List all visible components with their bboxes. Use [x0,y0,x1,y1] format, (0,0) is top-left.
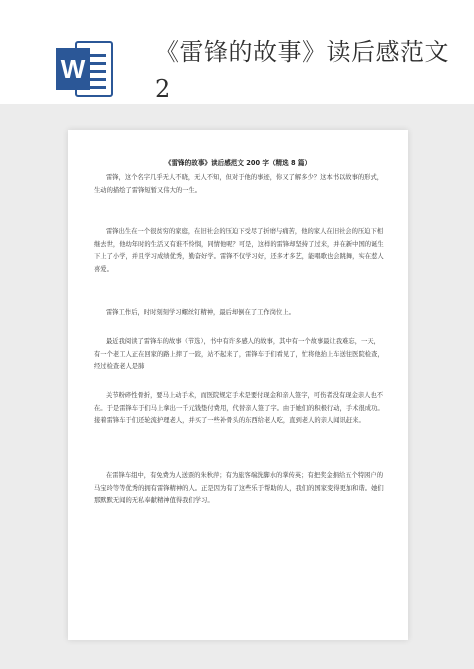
word-document-icon [56,38,114,100]
paragraph-4: 最近我阅读了雷锋车的故事（节选），书中有许多感人的故事，其中有一个故事最让我难忘，一天，有一个老工人正在回家的路上摔了一跤，站不起来了，雷锋车于们看见了，忙将他抬上车送往医院检查，经过检查老人是肺 [94,338,384,370]
paragraph-2: 雷锋出生在一个很贫穷的家庭，在旧社会的压迫下受尽了折磨与痛苦，他的家人在旧社会的压迫下相继去世，他幼年时的生活又有谁不怜悯，同情他呢？可是，这样的雷锋却坚持了过来，并在新中国的诞生下上了小学，并且学习成绩优秀，勤奋好学。雷锋不仅学习好，还多才多艺，能唱歌也会跳舞，实在惹人喜爱。 [94,228,384,273]
app-letter: W [60,54,86,84]
paragraph-5: 关节粉碎性骨折，要马上动手术，而医院规定手术是要付现金和亲人签字，可伤者没有现金亲人也不在。于是雷锋车于们马上拿出一千元钱垫付费用，代替亲人签了字。由于她们的积极行动，手术很成功。接着雷锋车于们还轮流护理老人，并买了一些补骨头的东西给老人吃，直到老人的亲人闻讯赶来。 [94,392,384,424]
page-title-line-1: 《雷锋的故事》读后感范文2 [155,38,449,103]
paragraph-1: 雷锋，这个名字几乎无人不晓，无人不知，但对于他的事迹，你又了解多少？这本书以故事的形式，生动的描绘了雷锋短暂又伟大的一生。 [94,174,384,194]
paragraph-3: 雷锋工作后，时时刻刻学习螺丝钉精神，最后却倒在了工作岗位上。 [106,309,295,316]
document-page [68,130,408,640]
document-title: 《雷锋的故事》读后感范文 200 字（精选 8 篇） [164,159,312,167]
paragraph-6: 在雷锋车组中，有免费为人送票的朱秋萍；有为旅客端洗脚水的掌传英；有把奖金捐给五个特困户的马宝玲等等优秀的拥有雷锋精神的人。正是因为有了这些乐于帮助的人，我们的国家变得更加和谐。她们那默默无闻的无私奉献精神值得我们学习。 [94,472,384,504]
